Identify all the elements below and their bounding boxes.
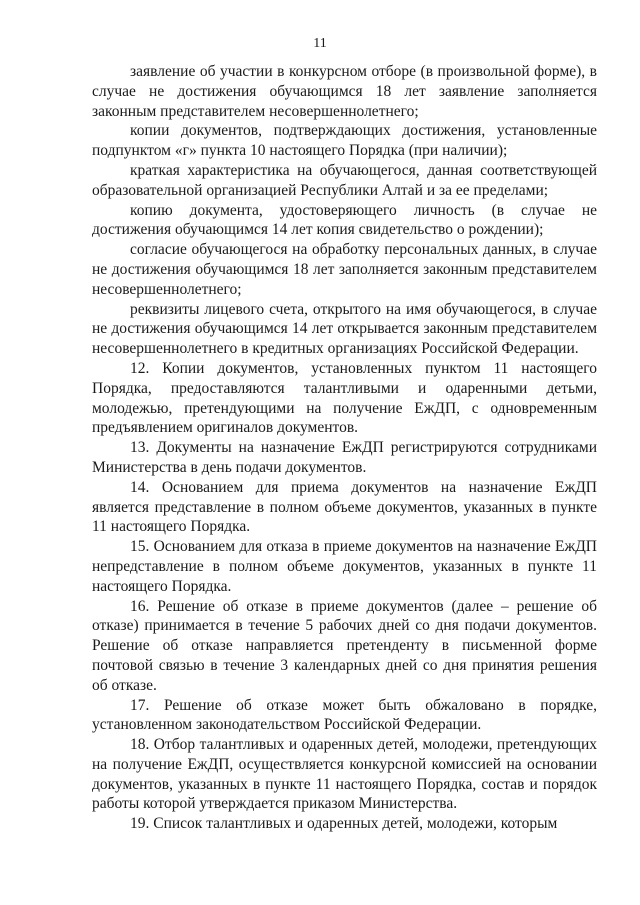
paragraph-clause-19: 19. Список талантливых и одаренных детей, молодежи, которым xyxy=(130,815,558,833)
document-body xyxy=(92,62,597,834)
paragraph-achievement-copies: копии документов, подтверждающих достижения, установленные подпунктом «г» пункта 10 настоящего Порядка (при наличии); xyxy=(92,122,597,160)
paragraph-application-form: заявление об участии в конкурсном отборе (в произвольной форме), в случае не достижения обучающимся 18 лет заявление заполняется законным представителем несовершеннолетнего; xyxy=(92,63,597,120)
paragraph-personal-data-consent: согласие обучающегося на обработку персональных данных, в случае не достижения обучающимся 18 лет заполняется законным представителем несовершеннолетнего; xyxy=(92,241,597,298)
paragraph-clause-17: 17. Решение об отказе может быть обжаловано в порядке, установленном законодательством Российской Федерации. xyxy=(92,696,597,734)
paragraph-clause-12: 12. Копии документов, установленных пунктом 11 настоящего Порядка, предоставляются талантливыми и одаренными детьми, молодежью, претендующими на получение ЕжДП, с одновременным предъявлением оригиналов документов. xyxy=(92,359,597,437)
paragraph-clause-14: 14. Основанием для приема документов на назначение ЕжДП является представление в полном объеме документов, указанных в пункте 11 настоящего Порядка. xyxy=(92,478,597,536)
paragraph-clause-18: 18. Отбор талантливых и одаренных детей, молодежи, претендующих на получение ЕжДП, осуществляется конкурсной комиссией на основании документов, указанных в пункте 11 настоящего Порядка, состав и порядок работы которой утверждается приказом Министерства. xyxy=(92,736,597,813)
paragraph-student-reference: краткая характеристика на обучающегося, данная соответствующей образовательной организацией Республики Алтай и за ее пределами; xyxy=(92,161,597,199)
page-number: 11 xyxy=(313,36,327,51)
paragraph-clause-16: 16. Решение об отказе в приеме документов (далее – решение об отказе) принимается в течение 5 рабочих дней со дня подачи документов. Решение об отказе направляется претенденту в письменной форме почтовой связью в течение 3 календарных дней со дня принятия решения об отказе. xyxy=(92,597,597,694)
paragraph-identity-document: копию документа, удостоверяющего личность (в случае не достижения обучающимся 14 лет копия свидетельство о рождении); xyxy=(92,201,597,239)
paragraph-clause-13: 13. Документы на назначение ЕжДП регистрируются сотрудниками Министерства в день подачи документов. xyxy=(92,439,597,476)
paragraph-bank-account-details: реквизиты лицевого счета, открытого на имя обучающегося, в случае не достижения обучающимся 14 лет открывается законным представителем несовершеннолетнего в кредитных организациях Российской Федерации. xyxy=(92,300,597,358)
paragraph-clause-15: 15. Основанием для отказа в приеме документов на назначение ЕжДП непредставление в полном объеме документов, указанных в пункте 11 настоящего Порядка. xyxy=(92,538,597,595)
